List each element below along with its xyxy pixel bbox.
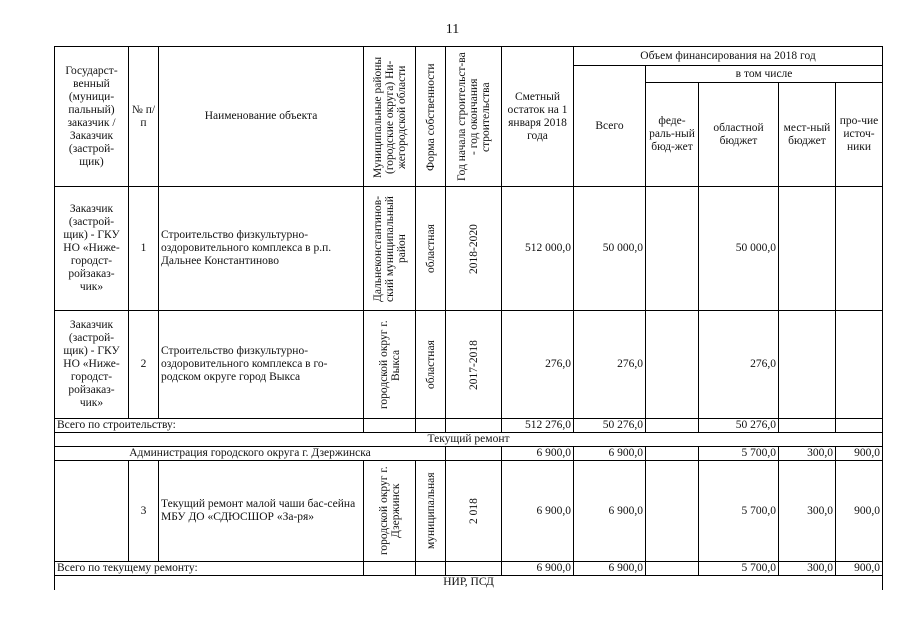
row-total: 6 900,0: [574, 461, 646, 562]
row-years-text: 2018-2020: [467, 223, 480, 274]
empty-cell: [646, 562, 699, 576]
header-ownership-text: Форма собственности: [424, 62, 437, 171]
repair-total-estimate: 6 900,0: [502, 562, 574, 576]
row-num: 1: [129, 187, 159, 311]
empty-cell: [416, 562, 446, 576]
financing-table: [54, 46, 883, 590]
row-local: [779, 311, 836, 419]
construction-total-regional: 50 276,0: [699, 419, 779, 433]
row-other: 900,0: [836, 461, 883, 562]
row-other: [836, 311, 883, 419]
row-federal: [646, 461, 699, 562]
row-federal: [646, 187, 699, 311]
admin-label: Администрация городского округа г. Дзержинска: [55, 447, 446, 461]
repair-total-row: [55, 562, 883, 576]
repair-total-local: 300,0: [779, 562, 836, 576]
empty-cell: [416, 419, 446, 433]
row-other: [836, 187, 883, 311]
row-years-text: 2017-2018: [467, 339, 480, 390]
empty-cell: [646, 447, 699, 461]
repair-total-label: Всего по текущему ремонту:: [55, 562, 364, 576]
row-federal: [646, 311, 699, 419]
row-estimate: 6 900,0: [502, 461, 574, 562]
header-federal: феде-раль-ный бюд-жет: [646, 83, 699, 187]
construction-total-estimate: 512 276,0: [502, 419, 574, 433]
row-object-name: Строительство физкультурно-оздоровительного комплекса в го-родском округе город Выкса: [159, 311, 364, 419]
repair-total-other: 900,0: [836, 562, 883, 576]
empty-cell: [364, 562, 416, 576]
row-object-name: Строительство физкультурно-оздоровительного комплекса в р.п. Дальнее Константиново: [159, 187, 364, 311]
row-district: [364, 311, 416, 419]
row-customer: Заказчик (застрой-щик) - ГКУ НО «Ниже-городст-ройзаказ-чик»: [55, 311, 129, 419]
row-district-text: городской округ г. Дзержинск: [377, 466, 402, 556]
header-regional: областной бюджет: [699, 83, 779, 187]
row-district-text: Дальнеконстантинов-ский муниципальный район: [371, 195, 408, 302]
row-total: 276,0: [574, 311, 646, 419]
construction-total-label: Всего по строительству:: [55, 419, 364, 433]
construction-total-total: 50 276,0: [574, 419, 646, 433]
row-ownership: [416, 187, 446, 311]
header-including: в том числе: [646, 66, 883, 83]
row-ownership-text: областная: [424, 224, 437, 273]
header-num: № п/п: [129, 47, 159, 187]
header-districts-text: Муниципальные районы (городские округа) Ни-жегородской области: [371, 55, 408, 178]
header-funding-group: Объем финансирования на 2018 год: [574, 47, 883, 66]
row-years: [446, 311, 502, 419]
header-ownership: [416, 47, 446, 187]
row-ownership-text: муниципальная: [424, 472, 437, 550]
admin-total: 6 900,0: [574, 447, 646, 461]
admin-regional: 5 700,0: [699, 447, 779, 461]
row-customer: Заказчик (застрой-щик) - ГКУ НО «Ниже-городст-ройзаказ-чик»: [55, 187, 129, 311]
empty-cell: [779, 419, 836, 433]
repair-total-total: 6 900,0: [574, 562, 646, 576]
header-customer: Государст-венный (муници-пальный) заказчик / Заказчик (застрой-щик): [55, 47, 129, 187]
section-row: [55, 576, 883, 590]
row-customer: [55, 461, 129, 562]
admin-other: 900,0: [836, 447, 883, 461]
page-number: 11: [445, 22, 460, 37]
header-years: [446, 47, 502, 187]
table-row: [55, 461, 883, 562]
row-local: 300,0: [779, 461, 836, 562]
empty-cell: [836, 419, 883, 433]
construction-total-row: [55, 419, 883, 433]
row-ownership: [416, 461, 446, 562]
row-total: 50 000,0: [574, 187, 646, 311]
table-row: [55, 311, 883, 419]
row-district-text: городской округ г. Выкса: [377, 320, 402, 409]
row-regional: 276,0: [699, 311, 779, 419]
row-estimate: 276,0: [502, 311, 574, 419]
admin-estimate: 6 900,0: [502, 447, 574, 461]
section-current-repair: Текущий ремонт: [55, 433, 883, 447]
empty-cell: [446, 447, 502, 461]
header-other: про-чие источ-ники: [836, 83, 883, 187]
row-object-name: Текущий ремонт малой чаши бас-сейна МБУ ДО «СДЮСШОР «За-ря»: [159, 461, 364, 562]
header-districts: [364, 47, 416, 187]
row-num: 2: [129, 311, 159, 419]
row-district: [364, 461, 416, 562]
repair-total-regional: 5 700,0: [699, 562, 779, 576]
header-years-text: Год начала строительст-ва - год окончания строительства: [455, 52, 492, 181]
section-nir: НИР, ПСД: [55, 576, 883, 590]
header-estimate: Сметный остаток на 1 января 2018 года: [502, 47, 574, 187]
row-regional: 50 000,0: [699, 187, 779, 311]
row-estimate: 512 000,0: [502, 187, 574, 311]
admin-local: 300,0: [779, 447, 836, 461]
empty-cell: [646, 419, 699, 433]
header-local: мест-ный бюджет: [779, 83, 836, 187]
header-total: Всего: [574, 66, 646, 187]
row-local: [779, 187, 836, 311]
row-years: [446, 461, 502, 562]
section-row: [55, 433, 883, 447]
row-num: 3: [129, 461, 159, 562]
empty-cell: [446, 562, 502, 576]
row-ownership: [416, 311, 446, 419]
row-years-text: 2 018: [467, 498, 480, 524]
table-row: [55, 187, 883, 311]
admin-row: [55, 447, 883, 461]
header-object-name: Наименование объекта: [159, 47, 364, 187]
empty-cell: [364, 419, 416, 433]
empty-cell: [446, 419, 502, 433]
row-years: [446, 187, 502, 311]
row-district: [364, 187, 416, 311]
row-regional: 5 700,0: [699, 461, 779, 562]
row-ownership-text: областная: [424, 340, 437, 389]
